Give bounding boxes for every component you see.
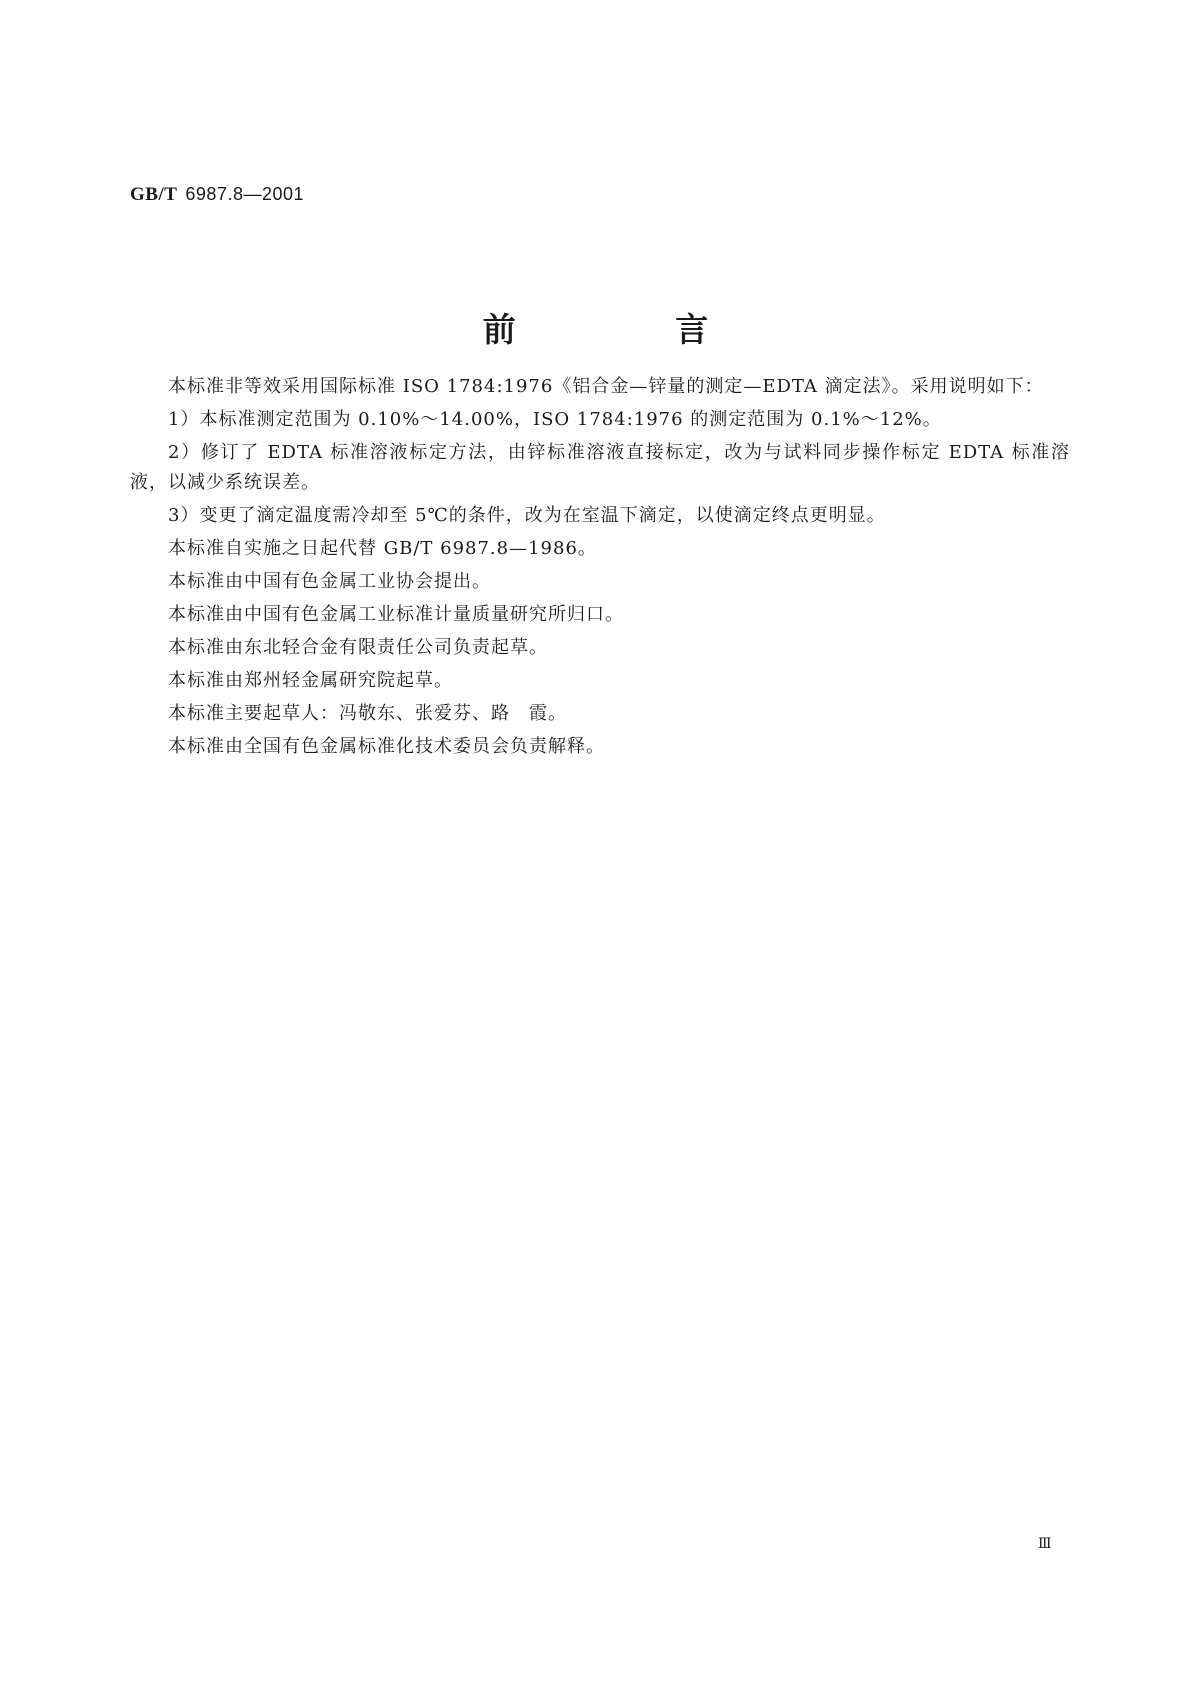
paragraph-item-3: 3）变更了滴定温度需冷却至 5℃的条件，改为在室温下滴定，以使滴定终点更明显。 (168, 505, 886, 526)
paragraph-adoption: 本标准非等效采用国际标准 ISO 1784:1976《铝合金—锌量的测定—EDTA 滴定法》。采用说明如下： (168, 376, 1044, 397)
standard-code-number: 6987.8—2001 (185, 184, 305, 204)
paragraph-drafters: 本标准主要起草人：冯敬东、张爱芬、路 霞。 (168, 703, 567, 724)
paragraph-centralized-by: 本标准由中国有色金属工业标准计量质量研究所归口。 (168, 604, 624, 625)
paragraph-item-1: 1）本标准测定范围为 0.10%～14.00%，ISO 1784:1976 的测定范围为 0.1%～12%。 (168, 409, 942, 430)
paragraph-interpretation: 本标准由全国有色金属标准化技术委员会负责解释。 (168, 736, 605, 757)
page-number: Ⅲ (1038, 1537, 1051, 1552)
paragraph-replaces: 本标准自实施之日起代替 GB/T 6987.8—1986。 (168, 538, 597, 559)
page-title: 前 言 (482, 310, 783, 349)
paragraph-item-2: 2）修订了 EDTA 标准溶液标定方法，由锌标准溶液直接标定，改为与试料同步操作标定 EDTA 标准溶液，以减少系统误差。 (130, 442, 1070, 493)
paragraph-drafted-by-1: 本标准由东北轻合金有限责任公司负责起草。 (168, 637, 548, 658)
standard-code-prefix: GB/T (130, 184, 178, 205)
standard-code (130, 184, 304, 206)
paragraph-drafted-by-2: 本标准由郑州轻金属研究院起草。 (168, 670, 453, 691)
paragraph-proposed-by: 本标准由中国有色金属工业协会提出。 (168, 571, 491, 592)
document-body (130, 372, 1070, 765)
